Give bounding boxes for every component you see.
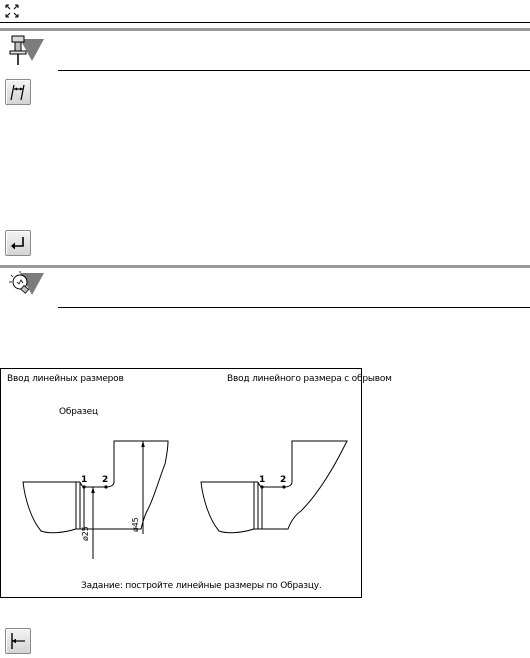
- tip-bar: [0, 265, 530, 268]
- enter-key-icon[interactable]: [5, 230, 31, 256]
- part-drawings: [1, 369, 361, 597]
- header-rule: [0, 22, 530, 23]
- tip-rule: [58, 307, 530, 308]
- figure-title-right: Ввод линейного размера с обрывом: [227, 374, 392, 384]
- point-2-right: 2: [280, 475, 287, 485]
- pushpin-icon: [6, 33, 44, 67]
- point-1-right: 1: [259, 475, 266, 485]
- dimension-label-large: ø45: [131, 517, 140, 532]
- linear-dimension-icon[interactable]: [5, 79, 31, 105]
- point-1-left: 1: [81, 475, 88, 485]
- point-2-left: 2: [102, 475, 109, 485]
- lightbulb-icon: [6, 269, 44, 303]
- expand-arrows-icon[interactable]: [4, 3, 20, 19]
- sample-part-outline: [23, 441, 168, 533]
- note-rule: [58, 70, 530, 71]
- drawing-figure: [0, 368, 392, 598]
- dimension-start-icon[interactable]: [5, 628, 31, 654]
- figure-title-left: Ввод линейных размеров: [7, 374, 124, 384]
- sample-dimension-lines: [93, 441, 143, 559]
- sample-label: Образец: [59, 407, 98, 417]
- dimension-label-small: ø25: [81, 526, 90, 541]
- task-part-outline: [201, 441, 347, 533]
- task-text: Задание: постройте линейные размеры по Образцу.: [81, 581, 322, 591]
- note-bar: [0, 28, 530, 31]
